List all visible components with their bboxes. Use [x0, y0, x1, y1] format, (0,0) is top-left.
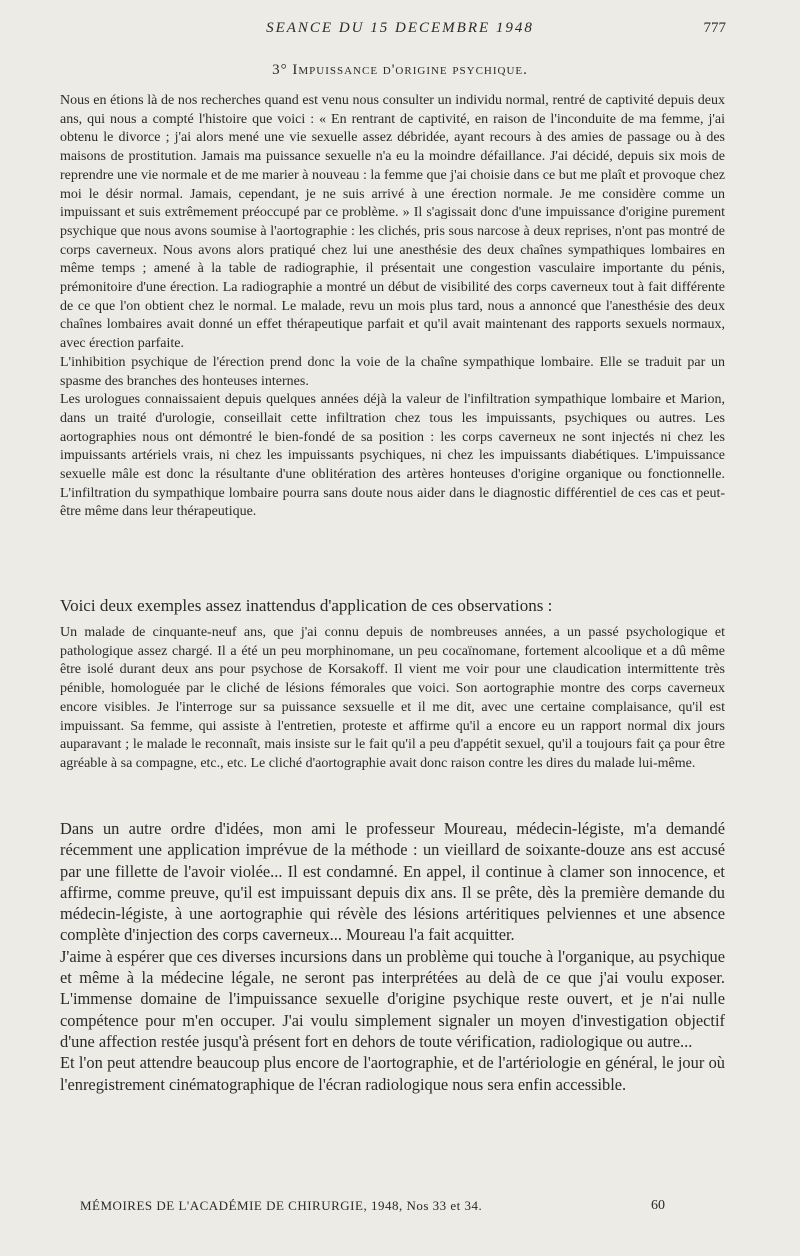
footer-sheet-number: 60 [651, 1198, 665, 1213]
section-heading: 3° Impuissance d'origine psychique. [272, 62, 528, 78]
paragraph-conclusion: J'aime à espérer que ces diverses incursions dans un problème qui touche à l'organique, au psychique et même à la médecine légale, ne seront pas interprétées au delà de ce que j'ai voulu exposer. L'immense domaine de l'impuissance sexuelle d'origine psychique reste ouvert, et je n'ai nulle compétence pour m'en occuper. J'ai voulu simplement signaler un moyen d'investigation objectif d'une affection restée jusqu'à présent fort en dehors de toute vérification, radiologique ou autre... [60, 946, 725, 1051]
paragraph-moureau: Dans un autre ordre d'idées, mon ami le professeur Moureau, médecin-légiste, m'a demandé récemment une application imprévue de la méthode : un vieillard de soixante-douze ans est accusé par une fillette de l'avoir violée... Il est condamné. En appel, il continue à clamer son innocence, et affirme, comme preuve, qu'il est impuissant depuis dix ans. Il se prête, dès la première demande du médecin-légiste, à une aortographie qui révèle des lésions artéritiques pelviennes et une absence complète d'injection des corps caverneux... Moureau l'a fait acquitter. [60, 819, 725, 945]
case-one-block [60, 624, 725, 774]
paragraph-case-one: Un malade de cinquante-neuf ans, que j'ai connu depuis de nombreuses années, a un passé psychologique et pathologique assez chargé. Il a été un peu morphinomane, un peu cocaïnomane, fortement alcoolique et a dû même être isolé durant deux ans pour psychose de Korsakoff. Il vient me voir pour une claudication intermittente très pénible, homologuée par le cliché de lésions fémorales que voici. Son aortographie montre des corps caverneux encore visibles. Je l'interroge sur sa puissance sexsuelle et il me dit, avec une certaine complaisance, qu'il est impuissant. Sa femme, qui assiste à l'entretien, proteste et affirme qu'il a encore eu un rapport normal dix jours auparavant ; le malade le reconnaît, mais insiste sur le fait qu'il a peu d'appétit sexuel, qu'il a toujours fait ça pour être agréable à sa compagne, etc., etc. Le cliché d'aortographie avait donc raison contre les dires du malade lui-même. [60, 625, 725, 771]
paragraph-case-psychic: Nous en étions là de nos recherches quand est venu nous consulter un individu normal, rentré de captivité depuis deux ans, qui nous a compté l'histoire que voici : « En rentrant de captivité, en raison de l'inconduite de ma femme, j'ai obtenu le divorce ; j'ai alors mené une vie sexuelle assez débridée, ayant recours à des amies de passage ou à des maisons de prostitution. Jamais ma puissance sexuelle n'a eu la moindre défaillance. J'ai décidé, depuis six mois de reprendre une vie normale et de me marier à nouveau : la femme que j'ai choisie dans ce but me plaît et provoque chez moi le désir normal. Jamais, cependant, je ne suis arrivé à une érection normale. Je me considère comme un impuissant et suis extrêmement préoccupé par ce problème. » Il s'agissait donc d'une impuissance d'origine purement psychique que nous avons soumise à l'aortographie : les clichés, pris sous narcose à deux reprises, n'ont pas montré de corps caverneux. Nous avons alors pratiqué chez lui une anesthésie des deux chaînes sympathiques lombaires en même temps ; amené à la table de radiographie, il présentait une congestion vasculaire importante du pénis, prémonitoire d'une érection. La radiographie a montré un début de visibilité des corps caverneux tout à fait différente de ce que l'on obtient chez le normal. Le malade, revu un mois plus tard, nous a annoncé que l'anesthésie des deux chaînes lombaires avait donné un effet thérapeutique parfait et qu'il avait maintenant des rapports sexuels normaux, avec érection parfaite. [60, 93, 725, 352]
running-head-title: SEANCE DU 15 DECEMBRE 1948 [266, 20, 534, 36]
paragraph-outlook: Et l'on peut attendre beaucoup plus encore de l'aortographie, et de l'artériologie en général, le jour où l'enregistrement cinématographique de l'écran radiologique nous sera enfin accessible. [60, 1053, 725, 1094]
page-number: 777 [703, 20, 726, 36]
running-head [0, 20, 800, 44]
subheading: Voici deux exemples assez inattendus d'application de ces observations : [60, 596, 553, 615]
footer-journal: MÉMOIRES DE L'ACADÉMIE DE CHIRURGIE, 1948, Nos 33 et 34. [80, 1198, 483, 1213]
paragraph-inhibition: L'inhibition psychique de l'érection prend donc la voie de la chaîne sympathique lombaire. Elle se traduit par un spasme des branches des honteuses internes. [60, 354, 725, 389]
closing-body-large [60, 818, 725, 1095]
paragraph-urologists: Les urologues connaissaient depuis quelques années déjà la valeur de l'infiltration sympathique lombaire et Marion, dans un traité d'urologie, conseillait cette infiltration chez tous les impuissants, psychiques ou autres. Les aortographies nous ont démontré le bien-fondé de sa position : les corps caverneux ne sont injectés ni chez les impuissants artériels vrais, ni chez les impuissants psychiques, ni chez les impuissants diabétiques. L'impuissance sexuelle mâle est donc la résultante d'une oblitération des artères honteuses d'origine organique ou fonctionnelle. L'infiltration du sympathique lombaire pourra sans doute nous aider dans le diagnostic différentiel de ces cas et peut-être même dans leur thérapeutique. [60, 392, 725, 520]
footer [80, 1198, 740, 1218]
main-body-small [60, 92, 725, 522]
